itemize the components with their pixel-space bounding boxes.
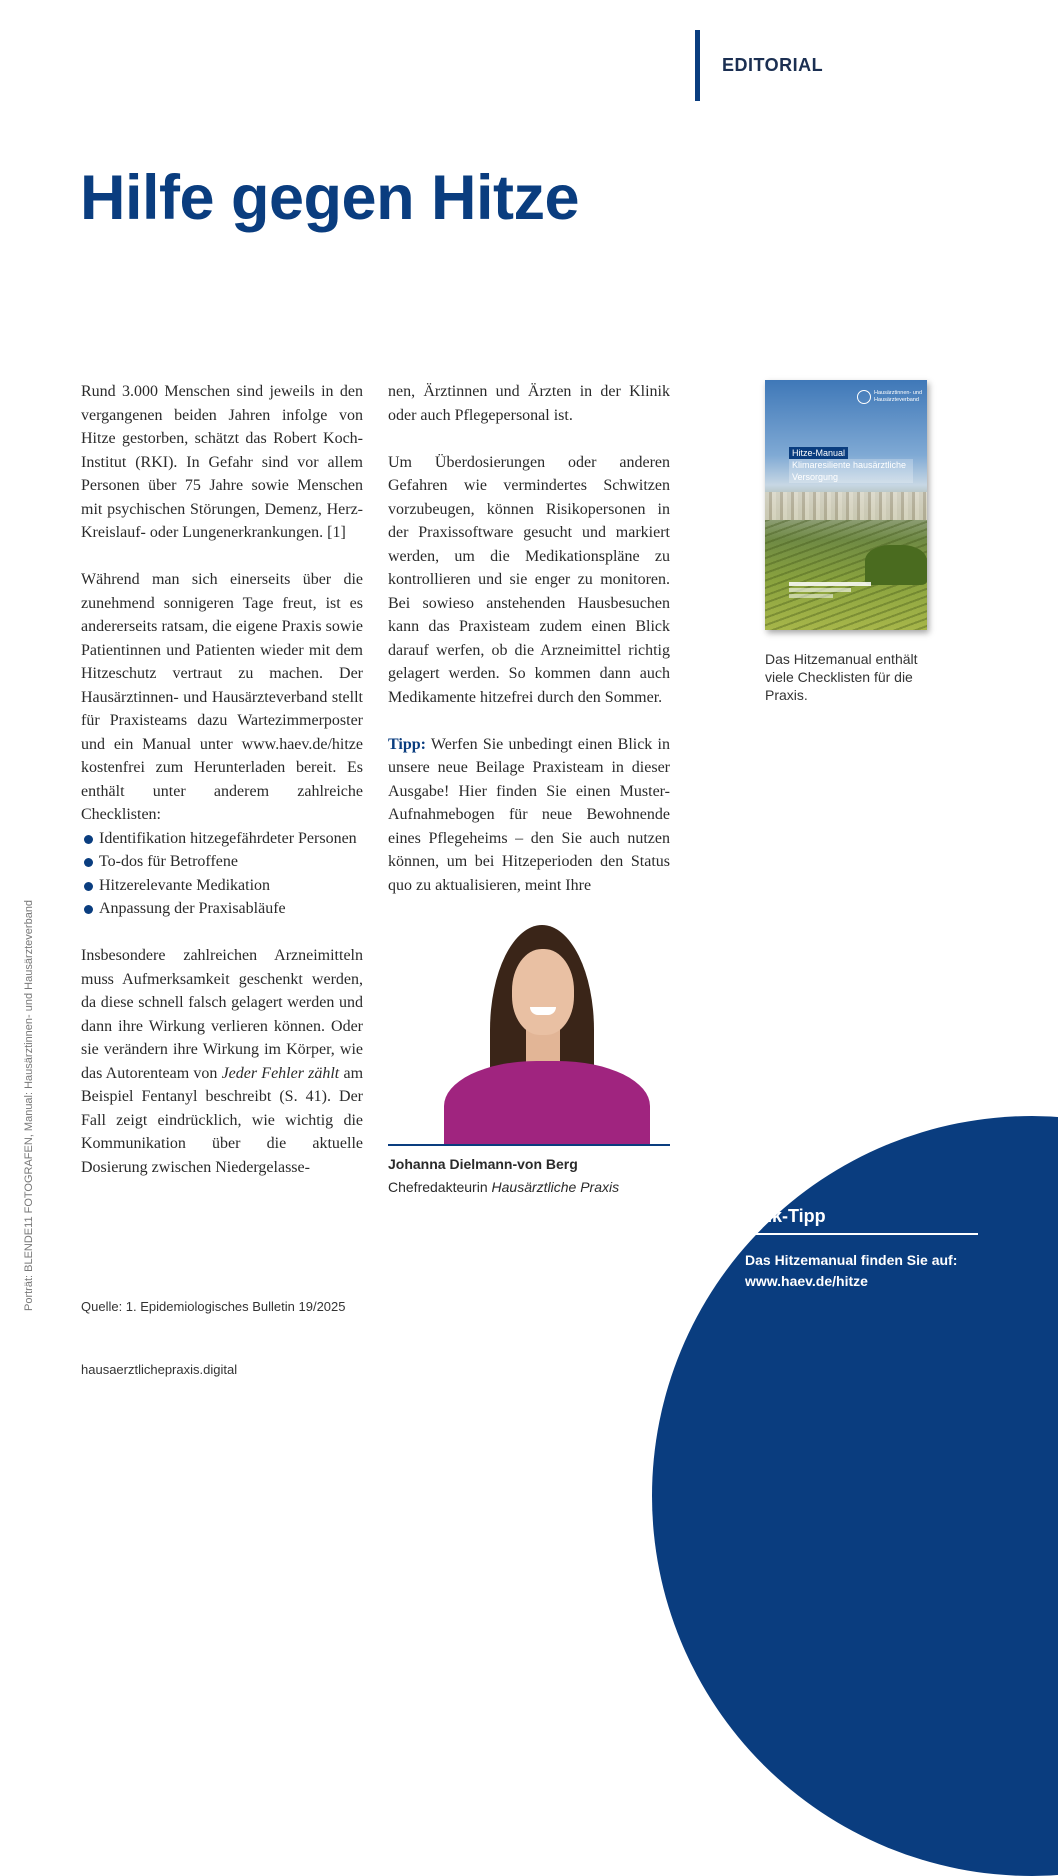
link-tipp-title: Link-Tipp — [745, 1206, 826, 1226]
paragraph: Während man sich einerseits über die zunehmend sonnigeren Tage freut, ist es andererseits ratsam, die eigene Praxis sowie Patientinnen und Patienten wieder mit dem Hitzeschutz vertraut zu machen. Der Hausärztinnen- und Hausärzteverband stellt für Praxisteams dazu Wartezimmerposter und ein Manual unter www.haev.de/hitze kostenfrei zum Herunterladen bereit. Es enthält unter anderem zahlreiche Checklisten: — [81, 571, 363, 823]
manual-subtitle: Klimaresiliente hausärztliche Versorgung — [789, 459, 913, 483]
paragraph: Um Überdosierungen oder anderen Gefahren wie vermindertes Schwitzen vorzubeugen, können Risikopersonen in der Praxissoftware gesucht und markiert werden, um die Medikationspläne zu kontrollieren und sie enger zu monitoren. Bei sowieso anstehenden Hausbesuchen kann das Praxisteam zudem einen Blick darauf werfen, ob die Arzneimittel richtig gelagert werden. So kommen dann auch Medikamente hitzefrei durch den Sommer. — [388, 453, 670, 706]
page-title: Hilfe gegen Hitze — [80, 163, 580, 233]
bullet-dot-icon — [84, 882, 93, 891]
manual-cover-image — [765, 380, 927, 630]
section-accent-bar — [695, 30, 700, 101]
divider — [745, 1233, 978, 1235]
bullet-dot-icon — [84, 835, 93, 844]
section-label: EDITORIAL — [722, 55, 824, 75]
bullet-dot-icon — [84, 858, 93, 867]
image-caption: Das Hitzemanual enthält viele Checklisten für die Praxis. — [765, 651, 918, 703]
photo-credit: Porträt: BLENDE11 FOTOGRAFEN, Manual: Hausärztinnen- und Hausärzteverband — [23, 899, 35, 1311]
paragraph: Insbesondere zahlreichen Arzneimitteln muss Aufmerksamkeit geschenkt werden, da diese schnell falsch gelagert werden und dann ihre Wirkung verlieren können. Oder sie verändern ihre Wirkung im Körper, wie das Autorenteam von Jeder Fehler zählt am Beispiel Fentanyl beschreibt (S. 41). Der Fall zeigt eindrücklich, wie wichtig die Kommunikation über die aktuelle Dosierung zwischen Niedergelasse- — [81, 947, 364, 1176]
footer-url: hausaerztlichepraxis.digital — [81, 1362, 238, 1377]
article-column-1 — [81, 380, 363, 1203]
haev-link[interactable]: www.haev.de/hitze — [745, 1273, 868, 1289]
manual-title: Hitze-Manual — [789, 447, 848, 459]
article-reference: Jeder Fehler zählt — [221, 1064, 340, 1082]
tipp-paragraph: Tipp: Werfen Sie unbedingt einen Blick in unsere neue Beilage Praxisteam in dieser Ausgabe! Hier finden Sie einen Muster-Aufnahmebogen für neue Bewohnende eines Pflegeheims – den Sie auch nutzen können, um bei Hitzeperioden den Status quo zu aktualisieren, meint Ihre — [388, 735, 670, 894]
bullet-dot-icon — [84, 905, 93, 914]
source-note: Quelle: 1. Epidemiologisches Bulletin 19/2025 — [81, 1299, 346, 1314]
list-item: Identifikation hitzegefährdeter Personen — [81, 827, 363, 851]
manual-org-name: Hausärztinnen- und Hausärzteverband — [874, 390, 923, 403]
author-role: Chefredakteurin Hausärztliche Praxis — [388, 1179, 620, 1195]
author-portrait — [388, 915, 670, 1145]
paragraph: nen, Ärztinnen und Ärzten in der Klinik oder auch Pflegepersonal ist. — [388, 383, 670, 424]
list-item: Anpassung der Praxisabläufe — [81, 897, 363, 921]
link-tipp-circle — [652, 1116, 1058, 1876]
author-name: Johanna Dielmann-von Berg — [388, 1156, 578, 1172]
divider — [388, 1144, 670, 1146]
paragraph: Rund 3.000 Menschen sind jeweils in den vergangenen beiden Jahren infolge von Hitze gestorben, schätzt das Robert Koch-Institut (RKI). In Gefahr sind vor allem Personen über 75 Jahre sowie Menschen mit psychischen Störungen, Demenz, Herz-Kreislauf- oder Lungenerkrankungen. [1] — [81, 383, 363, 541]
tipp-label: Tipp: — [388, 735, 426, 753]
list-item: To-dos für Betroffene — [81, 850, 363, 874]
checklist — [81, 827, 363, 921]
list-item: Hitzerelevante Medikation — [81, 874, 363, 898]
article-column-2 — [388, 380, 670, 921]
link-tipp-text: Das Hitzemanual finden Sie auf: www.haev.de/hitze — [745, 1250, 957, 1292]
association-logo-icon — [857, 390, 871, 404]
